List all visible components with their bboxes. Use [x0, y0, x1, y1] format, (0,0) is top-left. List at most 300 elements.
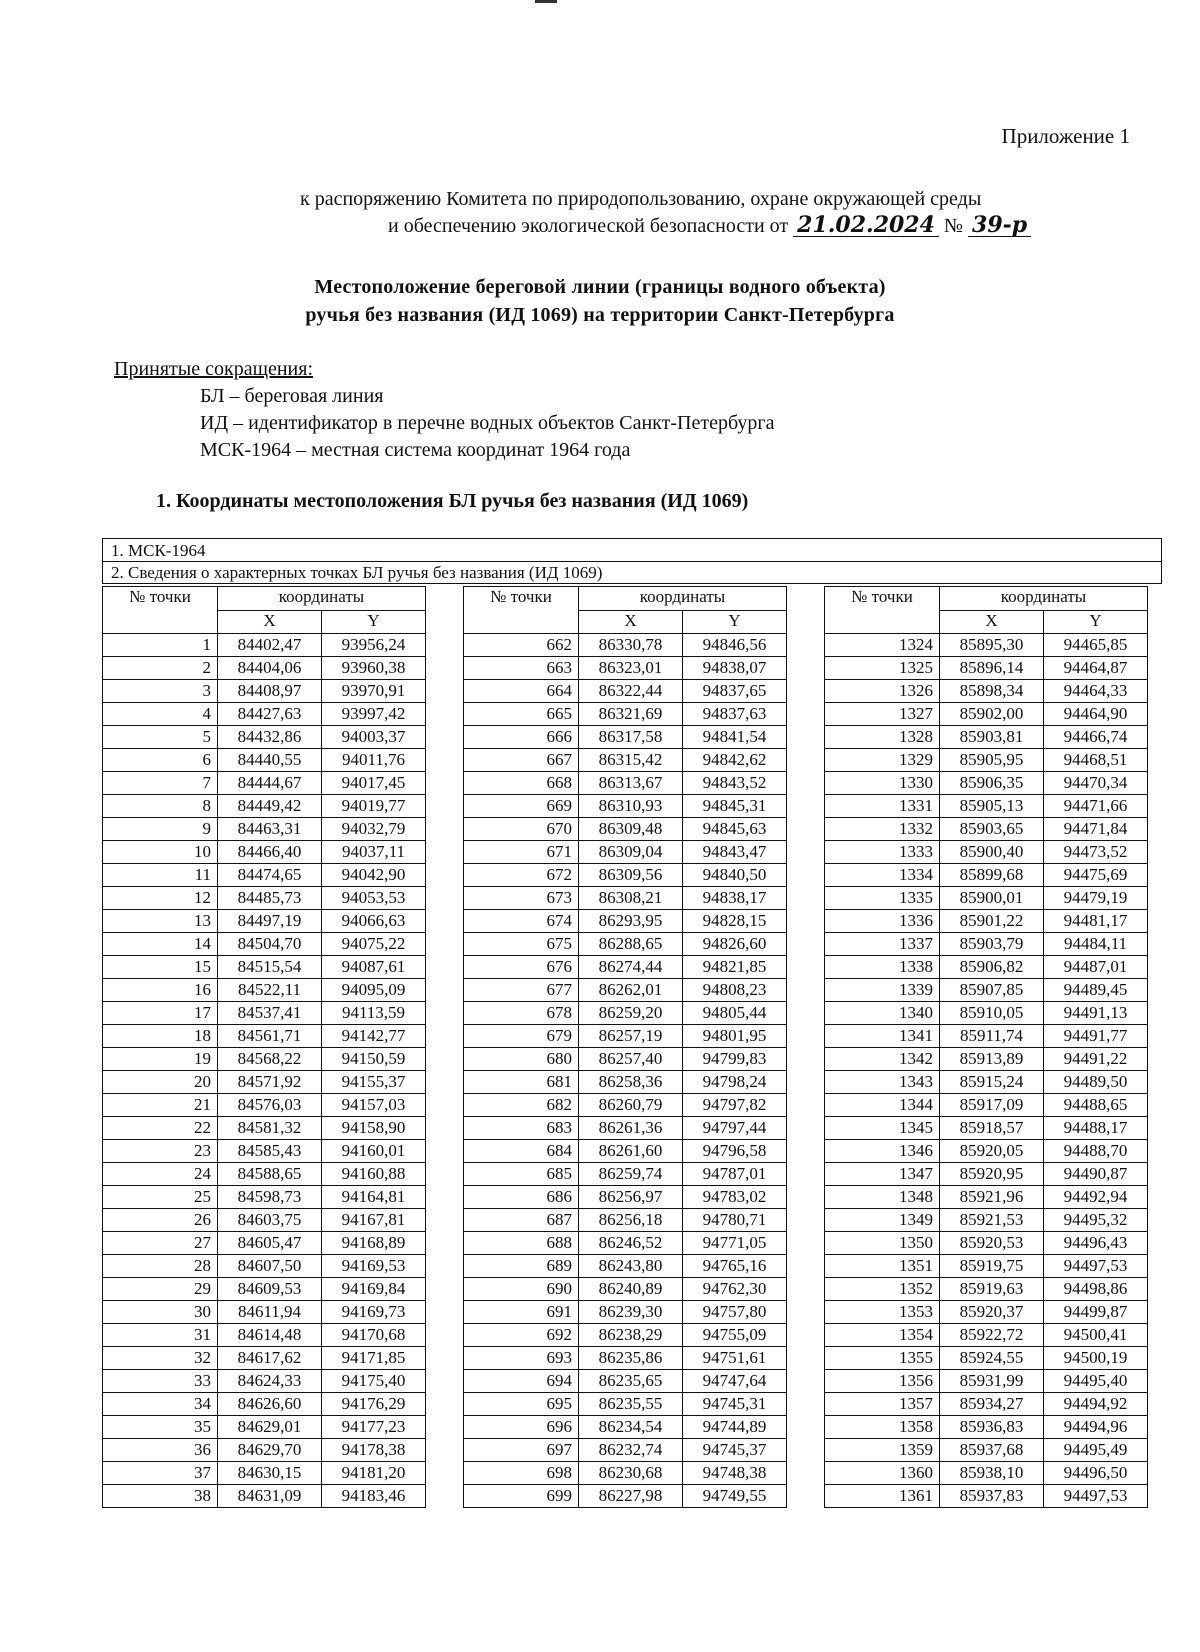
table-row: [103, 1347, 426, 1370]
table-row: [825, 1002, 1148, 1025]
section-title: 1. Координаты местоположения БЛ ручья без названия (ИД 1069): [156, 490, 749, 512]
point-number-cell: 1353: [825, 1301, 940, 1324]
point-number-cell: 4: [103, 703, 218, 726]
point-number-cell: 679: [464, 1025, 579, 1048]
coords-table-block-2: [463, 586, 787, 1508]
y-coordinate-cell: 94821,85: [683, 956, 787, 979]
x-coordinate-cell: 85906,35: [940, 772, 1044, 795]
point-number-cell: 1325: [825, 657, 940, 680]
x-coordinate-cell: 85910,05: [940, 1002, 1044, 1025]
x-coordinate-cell: 84402,47: [218, 634, 322, 657]
point-number-cell: 12: [103, 887, 218, 910]
table-row: [103, 1163, 426, 1186]
x-coordinate-cell: 85937,68: [940, 1439, 1044, 1462]
point-number-cell: 22: [103, 1117, 218, 1140]
point-number-cell: 26: [103, 1209, 218, 1232]
y-coordinate-cell: 94183,46: [322, 1485, 426, 1508]
y-coordinate-cell: 94470,34: [1044, 772, 1148, 795]
column-header-x: X: [579, 610, 683, 634]
point-number-cell: 2: [103, 657, 218, 680]
point-number-cell: 14: [103, 933, 218, 956]
x-coordinate-cell: 84485,73: [218, 887, 322, 910]
x-coordinate-cell: 84474,65: [218, 864, 322, 887]
y-coordinate-cell: 94843,47: [683, 841, 787, 864]
y-coordinate-cell: 94845,63: [683, 818, 787, 841]
y-coordinate-cell: 94846,56: [683, 634, 787, 657]
table-row: [464, 703, 787, 726]
x-coordinate-cell: 84497,19: [218, 910, 322, 933]
point-number-cell: 688: [464, 1232, 579, 1255]
point-number-cell: 1340: [825, 1002, 940, 1025]
x-coordinate-cell: 86330,78: [579, 634, 683, 657]
x-coordinate-cell: 86308,21: [579, 887, 683, 910]
table-row: [464, 1163, 787, 1186]
table-row: [103, 1094, 426, 1117]
x-coordinate-cell: 85920,95: [940, 1163, 1044, 1186]
table-row: [464, 1416, 787, 1439]
y-coordinate-cell: 94473,52: [1044, 841, 1148, 864]
y-coordinate-cell: 94160,88: [322, 1163, 426, 1186]
point-number-cell: 1324: [825, 634, 940, 657]
table-row: [103, 979, 426, 1002]
x-coordinate-cell: 85938,10: [940, 1462, 1044, 1485]
x-coordinate-cell: 85905,95: [940, 749, 1044, 772]
table-body: [825, 634, 1148, 1508]
point-number-cell: 1334: [825, 864, 940, 887]
table-row: [103, 1002, 426, 1025]
point-number-cell: 678: [464, 1002, 579, 1025]
y-coordinate-cell: 93997,42: [322, 703, 426, 726]
table-row: [825, 1163, 1148, 1186]
y-coordinate-cell: 94037,11: [322, 841, 426, 864]
y-coordinate-cell: 94771,05: [683, 1232, 787, 1255]
coordinate-system-row: 1. МСК-1964: [102, 538, 1162, 562]
table-row: [464, 1048, 787, 1071]
point-number-cell: 1350: [825, 1232, 940, 1255]
y-coordinate-cell: 94842,62: [683, 749, 787, 772]
order-reference-line1: к распоряжению Комитета по природопользованию, охране окружающей среды: [300, 188, 982, 210]
table-row: [825, 726, 1148, 749]
point-number-cell: 1343: [825, 1071, 940, 1094]
table-row: [464, 1186, 787, 1209]
table-row: [103, 1462, 426, 1485]
number-sign: №: [943, 215, 964, 237]
document-title-line1: Местоположение береговой линии (границы водного объекта): [314, 276, 886, 298]
point-number-cell: 683: [464, 1117, 579, 1140]
x-coordinate-cell: 86261,36: [579, 1117, 683, 1140]
y-coordinate-cell: 94178,38: [322, 1439, 426, 1462]
table-row: [464, 749, 787, 772]
point-number-cell: 17: [103, 1002, 218, 1025]
y-coordinate-cell: 94491,13: [1044, 1002, 1148, 1025]
abbreviations-header: Принятые сокращения:: [114, 358, 314, 380]
table-body: [103, 634, 426, 1508]
x-coordinate-cell: 86310,93: [579, 795, 683, 818]
column-header-y: Y: [683, 610, 787, 634]
x-coordinate-cell: 84609,53: [218, 1278, 322, 1301]
table-row: [464, 1094, 787, 1117]
point-number-cell: 676: [464, 956, 579, 979]
table-row: [825, 864, 1148, 887]
table-row: [464, 1324, 787, 1347]
table-row: [464, 1485, 787, 1508]
table-row: [464, 1301, 787, 1324]
table-row: [464, 795, 787, 818]
table-row: [464, 979, 787, 1002]
x-coordinate-cell: 86288,65: [579, 933, 683, 956]
x-coordinate-cell: 86235,65: [579, 1370, 683, 1393]
point-number-cell: 35: [103, 1416, 218, 1439]
y-coordinate-cell: 94075,22: [322, 933, 426, 956]
x-coordinate-cell: 86274,44: [579, 956, 683, 979]
table-row: [103, 910, 426, 933]
x-coordinate-cell: 84404,06: [218, 657, 322, 680]
point-number-cell: 685: [464, 1163, 579, 1186]
points-info-row: 2. Сведения о характерных точках БЛ ручья без названия (ИД 1069): [102, 562, 1162, 584]
table-row: [825, 818, 1148, 841]
table-row: [464, 933, 787, 956]
y-coordinate-cell: 94828,15: [683, 910, 787, 933]
table-row: [825, 703, 1148, 726]
table-row: [464, 910, 787, 933]
point-number-cell: 1339: [825, 979, 940, 1002]
point-number-cell: 1348: [825, 1186, 940, 1209]
point-number-cell: 33: [103, 1370, 218, 1393]
y-coordinate-cell: 94495,32: [1044, 1209, 1148, 1232]
x-coordinate-cell: 84581,32: [218, 1117, 322, 1140]
table-row: [103, 1255, 426, 1278]
table-row: [825, 795, 1148, 818]
table-row: [825, 1140, 1148, 1163]
point-number-cell: 1361: [825, 1485, 940, 1508]
y-coordinate-cell: 94757,80: [683, 1301, 787, 1324]
x-coordinate-cell: 85906,82: [940, 956, 1044, 979]
x-coordinate-cell: 86227,98: [579, 1485, 683, 1508]
x-coordinate-cell: 86259,20: [579, 1002, 683, 1025]
point-number-cell: 6: [103, 749, 218, 772]
y-coordinate-cell: 94787,01: [683, 1163, 787, 1186]
table-row: [825, 1278, 1148, 1301]
x-coordinate-cell: 84504,70: [218, 933, 322, 956]
y-coordinate-cell: 94490,87: [1044, 1163, 1148, 1186]
table-row: [825, 1370, 1148, 1393]
y-coordinate-cell: 94479,19: [1044, 887, 1148, 910]
y-coordinate-cell: 94845,31: [683, 795, 787, 818]
y-coordinate-cell: 94744,89: [683, 1416, 787, 1439]
abbreviations: [114, 356, 774, 464]
table-row: [103, 680, 426, 703]
table-row: [464, 1439, 787, 1462]
table-row: [103, 887, 426, 910]
x-coordinate-cell: 85934,27: [940, 1393, 1044, 1416]
x-coordinate-cell: 86313,67: [579, 772, 683, 795]
point-number-cell: 1358: [825, 1416, 940, 1439]
table-row: [464, 1117, 787, 1140]
point-number-cell: 37: [103, 1462, 218, 1485]
y-coordinate-cell: 94471,84: [1044, 818, 1148, 841]
point-number-cell: 1356: [825, 1370, 940, 1393]
x-coordinate-cell: 84449,42: [218, 795, 322, 818]
table-row: [825, 1393, 1148, 1416]
point-number-cell: 1345: [825, 1117, 940, 1140]
point-number-cell: 28: [103, 1255, 218, 1278]
table-row: [825, 1416, 1148, 1439]
point-number-cell: 1349: [825, 1209, 940, 1232]
x-coordinate-cell: 84611,94: [218, 1301, 322, 1324]
point-number-cell: 32: [103, 1347, 218, 1370]
x-coordinate-cell: 84408,97: [218, 680, 322, 703]
table-row: [825, 887, 1148, 910]
point-number-cell: 1354: [825, 1324, 940, 1347]
y-coordinate-cell: 94095,09: [322, 979, 426, 1002]
column-header-coords: координаты: [218, 587, 426, 611]
table-row: [464, 1347, 787, 1370]
order-reference: [300, 186, 1160, 240]
point-number-cell: 666: [464, 726, 579, 749]
y-coordinate-cell: 94484,11: [1044, 933, 1148, 956]
y-coordinate-cell: 94783,02: [683, 1186, 787, 1209]
x-coordinate-cell: 86262,01: [579, 979, 683, 1002]
point-number-cell: 693: [464, 1347, 579, 1370]
table-row: [103, 1439, 426, 1462]
y-coordinate-cell: 93956,24: [322, 634, 426, 657]
x-coordinate-cell: 85931,99: [940, 1370, 1044, 1393]
point-number-cell: 674: [464, 910, 579, 933]
x-coordinate-cell: 84588,65: [218, 1163, 322, 1186]
table-row: [103, 818, 426, 841]
point-number-cell: 670: [464, 818, 579, 841]
y-coordinate-cell: 94053,53: [322, 887, 426, 910]
y-coordinate-cell: 94171,85: [322, 1347, 426, 1370]
x-coordinate-cell: 86315,42: [579, 749, 683, 772]
y-coordinate-cell: 94491,22: [1044, 1048, 1148, 1071]
y-coordinate-cell: 94491,77: [1044, 1025, 1148, 1048]
y-coordinate-cell: 94481,17: [1044, 910, 1148, 933]
y-coordinate-cell: 94042,90: [322, 864, 426, 887]
table-row: [103, 795, 426, 818]
column-header-x: X: [940, 610, 1044, 634]
y-coordinate-cell: 94164,81: [322, 1186, 426, 1209]
point-number-cell: 1355: [825, 1347, 940, 1370]
point-number-cell: 1331: [825, 795, 940, 818]
y-coordinate-cell: 94168,89: [322, 1232, 426, 1255]
point-number-cell: 15: [103, 956, 218, 979]
document-title: [0, 273, 1200, 329]
table-row: [103, 1071, 426, 1094]
point-number-cell: 1338: [825, 956, 940, 979]
y-coordinate-cell: 94019,77: [322, 795, 426, 818]
point-number-cell: 34: [103, 1393, 218, 1416]
x-coordinate-cell: 84598,73: [218, 1186, 322, 1209]
x-coordinate-cell: 84463,31: [218, 818, 322, 841]
handwritten-date: 21.02.2024: [793, 214, 939, 237]
y-coordinate-cell: 94471,66: [1044, 795, 1148, 818]
x-coordinate-cell: 85924,55: [940, 1347, 1044, 1370]
y-coordinate-cell: 94464,90: [1044, 703, 1148, 726]
point-number-cell: 682: [464, 1094, 579, 1117]
point-number-cell: 25: [103, 1186, 218, 1209]
coords-table-block-3: [824, 586, 1148, 1508]
y-coordinate-cell: 94150,59: [322, 1048, 426, 1071]
y-coordinate-cell: 94181,20: [322, 1462, 426, 1485]
y-coordinate-cell: 94169,73: [322, 1301, 426, 1324]
y-coordinate-cell: 94157,03: [322, 1094, 426, 1117]
x-coordinate-cell: 85918,57: [940, 1117, 1044, 1140]
x-coordinate-cell: 84585,43: [218, 1140, 322, 1163]
table-row: [825, 680, 1148, 703]
x-coordinate-cell: 84629,01: [218, 1416, 322, 1439]
column-header-x: X: [218, 610, 322, 634]
document-title-line2: ручья без названия (ИД 1069) на территории Санкт-Петербурга: [305, 304, 895, 326]
point-number-cell: 690: [464, 1278, 579, 1301]
table-row: [464, 887, 787, 910]
table-row: [103, 1209, 426, 1232]
x-coordinate-cell: 86309,04: [579, 841, 683, 864]
column-header-point: № точки: [103, 587, 218, 634]
y-coordinate-cell: 94465,85: [1044, 634, 1148, 657]
table-row: [825, 1048, 1148, 1071]
y-coordinate-cell: 94468,51: [1044, 749, 1148, 772]
point-number-cell: 681: [464, 1071, 579, 1094]
x-coordinate-cell: 86235,86: [579, 1347, 683, 1370]
column-header-coords: координаты: [579, 587, 787, 611]
y-coordinate-cell: 94801,95: [683, 1025, 787, 1048]
y-coordinate-cell: 94500,19: [1044, 1347, 1148, 1370]
y-coordinate-cell: 94496,50: [1044, 1462, 1148, 1485]
y-coordinate-cell: 94170,68: [322, 1324, 426, 1347]
coords-table-block-1: [102, 586, 426, 1508]
page-top-mark: [535, 0, 557, 3]
table-row: [103, 749, 426, 772]
table-row: [825, 1209, 1148, 1232]
point-number-cell: 1342: [825, 1048, 940, 1071]
point-number-cell: 698: [464, 1462, 579, 1485]
y-coordinate-cell: 94498,86: [1044, 1278, 1148, 1301]
table-row: [103, 1025, 426, 1048]
table-row: [825, 1232, 1148, 1255]
x-coordinate-cell: 86321,69: [579, 703, 683, 726]
table-row: [464, 1278, 787, 1301]
point-number-cell: 19: [103, 1048, 218, 1071]
table-row: [464, 680, 787, 703]
order-reference-line2: [300, 213, 1160, 240]
table-row: [464, 956, 787, 979]
x-coordinate-cell: 84629,70: [218, 1439, 322, 1462]
point-number-cell: 1336: [825, 910, 940, 933]
point-number-cell: 21: [103, 1094, 218, 1117]
x-coordinate-cell: 86256,97: [579, 1186, 683, 1209]
x-coordinate-cell: 85903,79: [940, 933, 1044, 956]
point-number-cell: 699: [464, 1485, 579, 1508]
x-coordinate-cell: 85921,96: [940, 1186, 1044, 1209]
point-number-cell: 1330: [825, 772, 940, 795]
table-row: [103, 1140, 426, 1163]
point-number-cell: 5: [103, 726, 218, 749]
point-number-cell: 686: [464, 1186, 579, 1209]
order-reference-text: и обеспечению экологической безопасности от: [388, 215, 789, 237]
point-number-cell: 1332: [825, 818, 940, 841]
x-coordinate-cell: 85919,63: [940, 1278, 1044, 1301]
point-number-cell: 1337: [825, 933, 940, 956]
x-coordinate-cell: 86322,44: [579, 680, 683, 703]
x-coordinate-cell: 86234,54: [579, 1416, 683, 1439]
point-number-cell: 1327: [825, 703, 940, 726]
table-caption: [102, 538, 1162, 584]
table-row: [464, 1462, 787, 1485]
column-header-point: № точки: [464, 587, 579, 634]
point-number-cell: 1326: [825, 680, 940, 703]
table-row: [464, 1209, 787, 1232]
table-body: [464, 634, 787, 1508]
x-coordinate-cell: 84444,67: [218, 772, 322, 795]
table-row: [103, 1278, 426, 1301]
x-coordinate-cell: 86309,56: [579, 864, 683, 887]
point-number-cell: 1357: [825, 1393, 940, 1416]
point-number-cell: 18: [103, 1025, 218, 1048]
y-coordinate-cell: 94495,40: [1044, 1370, 1148, 1393]
y-coordinate-cell: 94464,33: [1044, 680, 1148, 703]
table-row: [103, 1048, 426, 1071]
abbreviation-item: МСК-1964 – местная система координат 1964 года: [200, 439, 631, 461]
x-coordinate-cell: 86309,48: [579, 818, 683, 841]
table-row: [103, 726, 426, 749]
x-coordinate-cell: 85919,75: [940, 1255, 1044, 1278]
table-row: [825, 749, 1148, 772]
point-number-cell: 665: [464, 703, 579, 726]
x-coordinate-cell: 85902,00: [940, 703, 1044, 726]
x-coordinate-cell: 85899,68: [940, 864, 1044, 887]
y-coordinate-cell: 94066,63: [322, 910, 426, 933]
abbreviation-item: ИД – идентификатор в перечне водных объектов Санкт-Петербурга: [200, 412, 775, 434]
y-coordinate-cell: 94494,96: [1044, 1416, 1148, 1439]
x-coordinate-cell: 86317,58: [579, 726, 683, 749]
point-number-cell: 689: [464, 1255, 579, 1278]
x-coordinate-cell: 86293,95: [579, 910, 683, 933]
point-number-cell: 672: [464, 864, 579, 887]
table-row: [464, 1232, 787, 1255]
table-row: [825, 1485, 1148, 1508]
table-row: [464, 1255, 787, 1278]
column-header-y: Y: [322, 610, 426, 634]
x-coordinate-cell: 84561,71: [218, 1025, 322, 1048]
table-row: [103, 864, 426, 887]
table-row: [103, 1117, 426, 1140]
point-number-cell: 10: [103, 841, 218, 864]
x-coordinate-cell: 84626,60: [218, 1393, 322, 1416]
x-coordinate-cell: 84607,50: [218, 1255, 322, 1278]
x-coordinate-cell: 84630,15: [218, 1462, 322, 1485]
point-number-cell: 38: [103, 1485, 218, 1508]
y-coordinate-cell: 94840,50: [683, 864, 787, 887]
point-number-cell: 1: [103, 634, 218, 657]
x-coordinate-cell: 86246,52: [579, 1232, 683, 1255]
point-number-cell: 1333: [825, 841, 940, 864]
y-coordinate-cell: 94492,94: [1044, 1186, 1148, 1209]
x-coordinate-cell: 84576,03: [218, 1094, 322, 1117]
table-row: [103, 772, 426, 795]
y-coordinate-cell: 94475,69: [1044, 864, 1148, 887]
x-coordinate-cell: 86256,18: [579, 1209, 683, 1232]
x-coordinate-cell: 85903,65: [940, 818, 1044, 841]
table-row: [103, 703, 426, 726]
y-coordinate-cell: 94494,92: [1044, 1393, 1148, 1416]
point-number-cell: 687: [464, 1209, 579, 1232]
y-coordinate-cell: 94745,31: [683, 1393, 787, 1416]
point-number-cell: 7: [103, 772, 218, 795]
table-row: [103, 1485, 426, 1508]
y-coordinate-cell: 94169,84: [322, 1278, 426, 1301]
y-coordinate-cell: 94765,16: [683, 1255, 787, 1278]
